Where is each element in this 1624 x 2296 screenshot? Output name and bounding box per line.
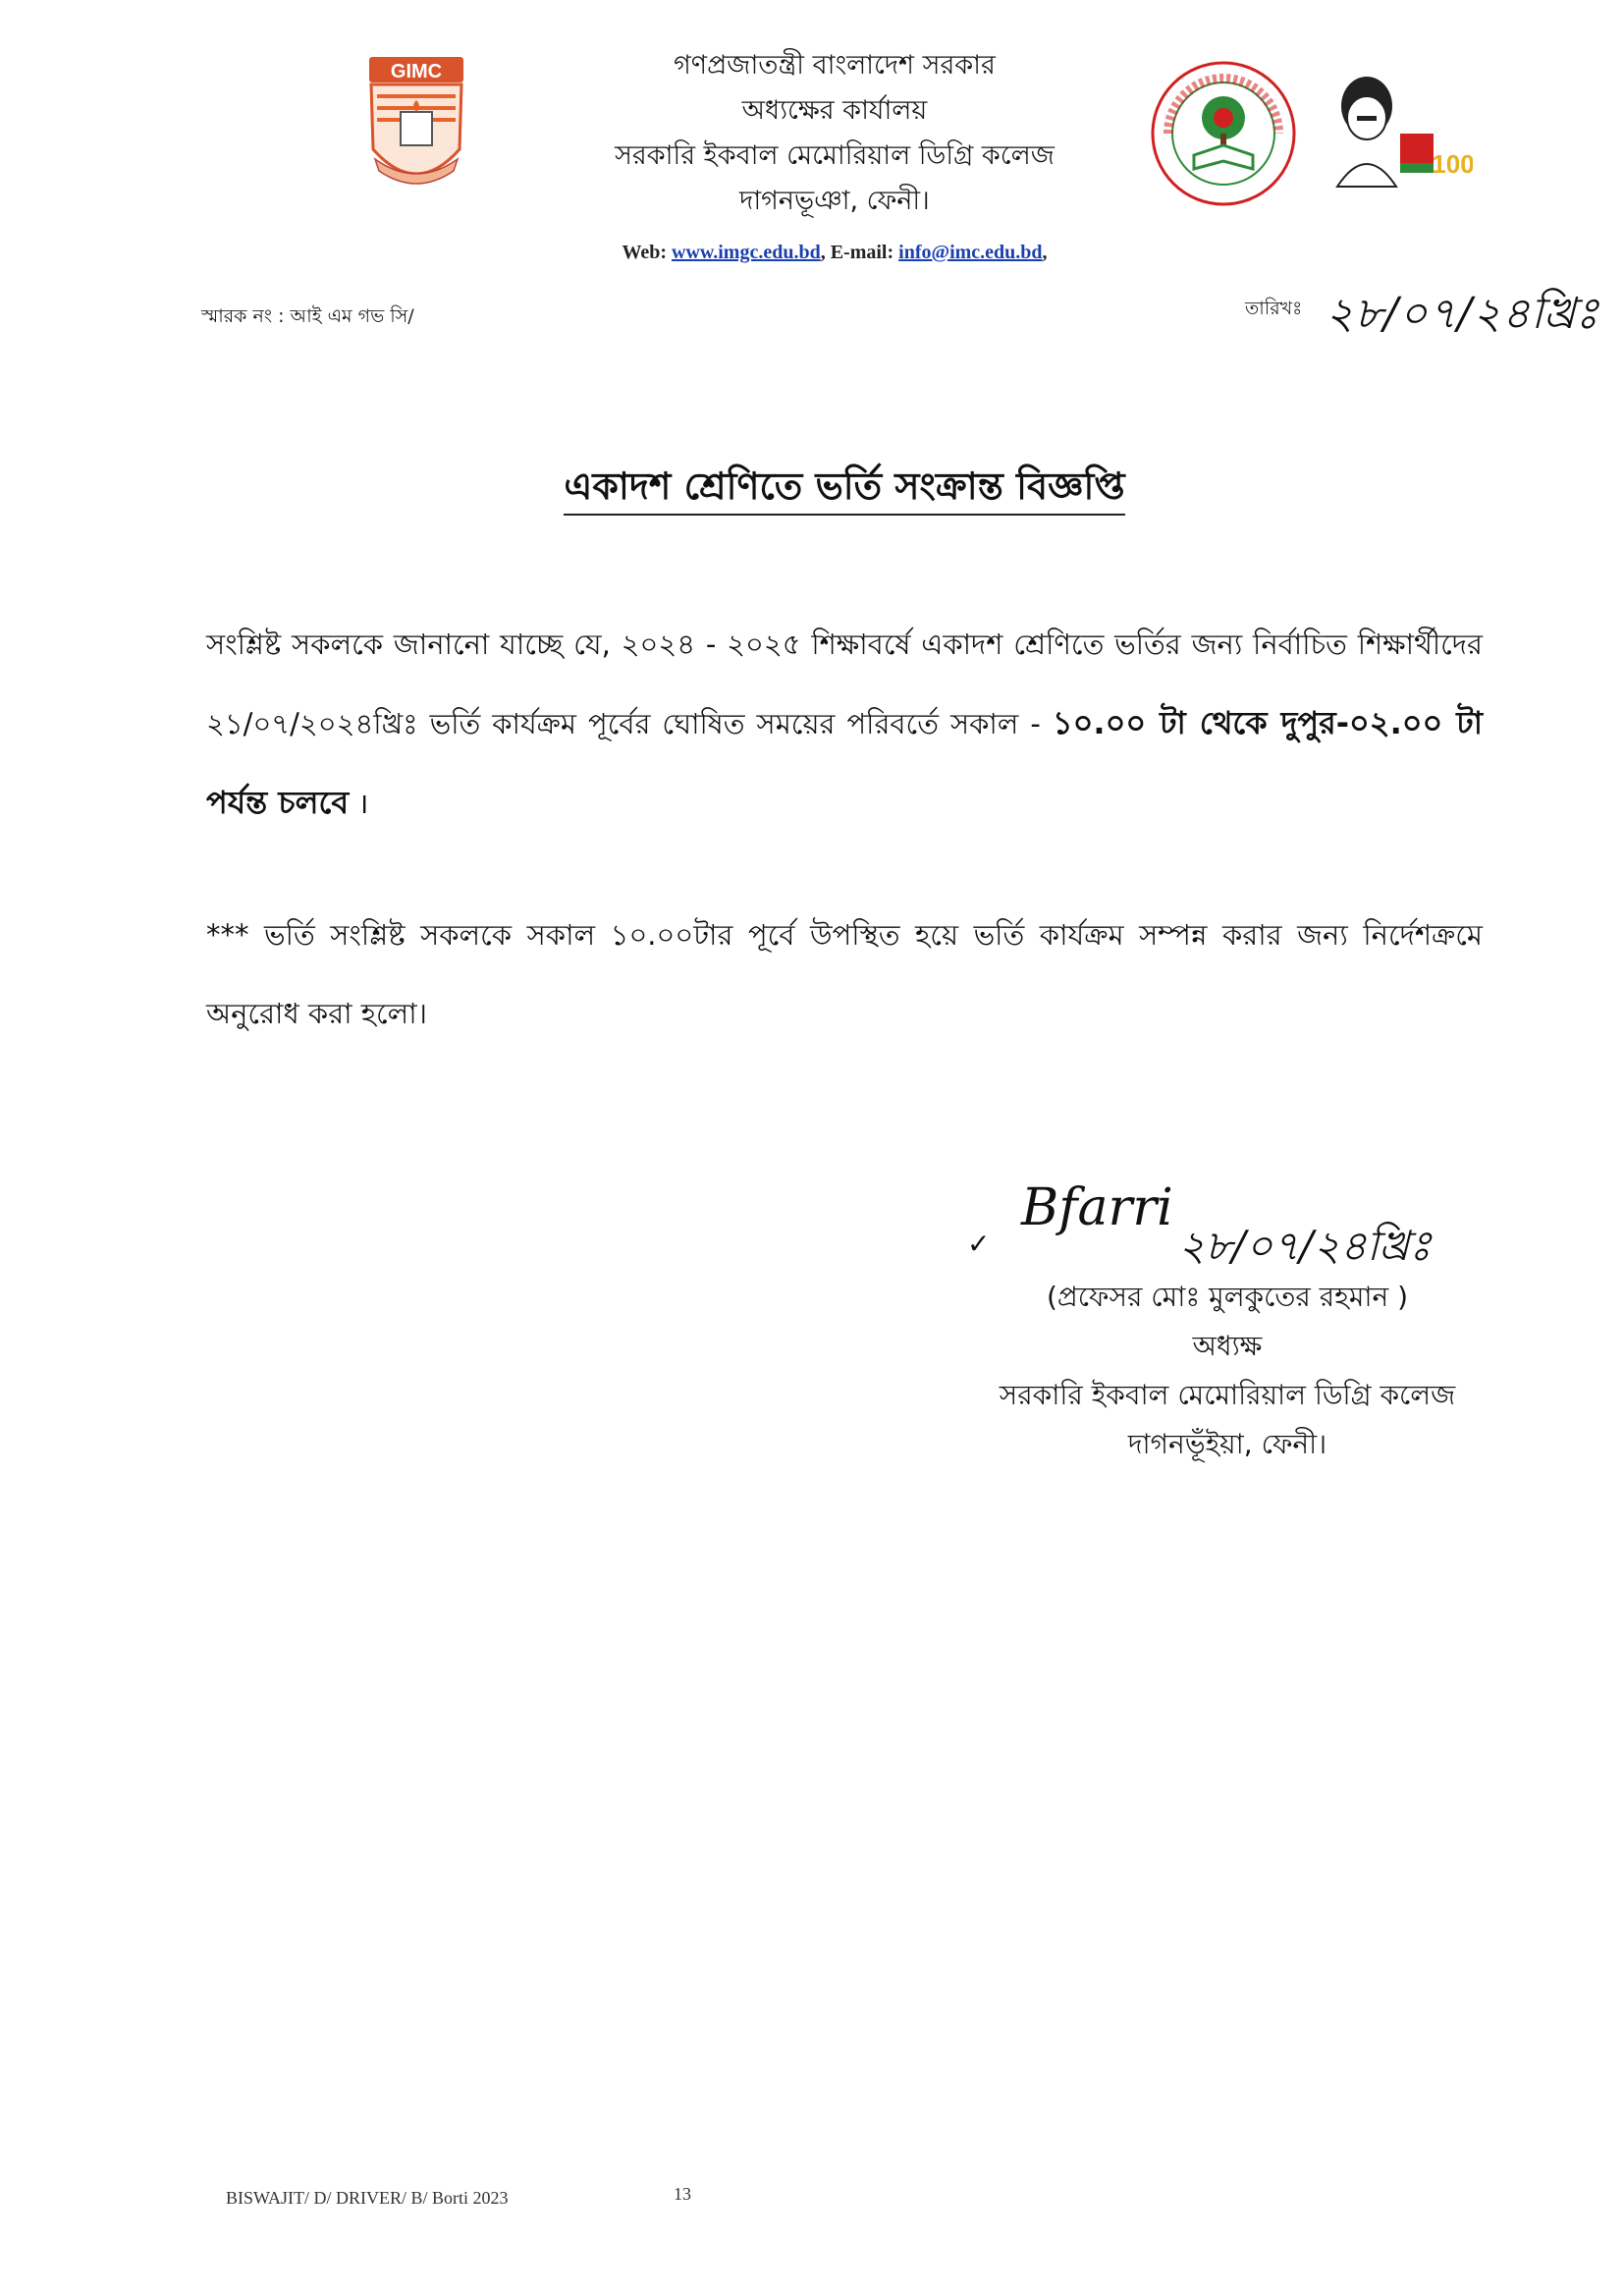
college-crest-icon xyxy=(361,51,471,198)
signature-date: ২৮/০৭/২৪খ্রিঃ xyxy=(1178,1222,1432,1270)
office-name: অধ্যক্ষের কার্যালয় xyxy=(741,95,928,126)
college-logo-text: GIMC xyxy=(390,61,443,82)
notice-paragraph-1 xyxy=(206,605,1483,843)
memo-number: স্মারক নং : আই এম গভ সি/ xyxy=(201,305,414,327)
mujib-logo-text: 100 xyxy=(1432,149,1473,179)
college-logo xyxy=(361,51,471,198)
separator: , xyxy=(820,242,831,263)
paragraph-1-end: । xyxy=(357,787,369,820)
portrait-logo-icon xyxy=(1327,71,1473,189)
seal-icon xyxy=(1149,59,1298,208)
signature-address: দাগনভূঁইয়া, ফেনী। xyxy=(1127,1428,1327,1460)
principal-name: (প্রফেসর মোঃ মুলকুতের রহমান ) xyxy=(1046,1281,1409,1313)
govt-name: গণপ্রজাতন্ত্রী বাংলাদেশ সরকার xyxy=(674,50,996,81)
principal-designation: অধ্যক্ষ xyxy=(1192,1330,1263,1362)
college-name: সরকারি ইকবাল মেমোরিয়াল ডিগ্রি কলেজ xyxy=(615,140,1055,171)
web-label: Web: xyxy=(622,242,667,263)
footer-reference: BISWAJIT/ D/ DRIVER/ B/ Borti 2023 xyxy=(226,2188,509,2208)
center-seal-logo xyxy=(1149,59,1298,208)
date-label: তারিখঃ xyxy=(1245,298,1303,319)
notice-paragraph-2: *** ভর্তি সংশ্লিষ্ট সকলকে সকাল ১০.০০টার পূর্বে উপস্থিত হয়ে ভর্তি কার্যক্রম সম্পন্ন করার জন্য নির্দেশক্রমে অনুরোধ করা হলো। xyxy=(206,918,1483,1030)
paragraph-1-time: ১০.০০ টা থেকে দুপুর-০২.০০ টা পর্যন্ত চলবে xyxy=(206,704,1483,821)
notice-title-text: একাদশ শ্রেণিতে ভর্তি সংক্রান্ত বিজ্ঞপ্তি xyxy=(564,465,1124,516)
email-label: E-mail: xyxy=(830,242,894,263)
date-handwritten: ২৮/০৭/২৪খ্রিঃ xyxy=(1326,289,1599,339)
mujib-100-logo xyxy=(1327,71,1473,189)
college-address: দাগনভূঞা, ফেনী। xyxy=(739,186,930,216)
contact-line xyxy=(412,242,1257,264)
trailing-comma: , xyxy=(1042,242,1048,263)
principal-signature: Bfarri xyxy=(1021,1178,1173,1237)
tick-mark: ✓ xyxy=(967,1228,991,1260)
website-link[interactable]: www.imgc.edu.bd xyxy=(672,242,821,263)
paragraph-1-text: সংশ্লিষ্ট সকলকে জানানো যাচ্ছে যে, ২০২৪ - ২০২৫ শিক্ষাবর্ষে একাদশ শ্রেণিতে ভর্তির জন্য নির্বাচিত শিক্ষার্থীদের ২১/০৭/২০২৪খ্রিঃ ভর্তি কার্যক্রম পূর্বের ঘোষিত সময়ের পরিবর্তে সকাল - xyxy=(206,628,1483,740)
notice-title xyxy=(471,458,1218,520)
email-link[interactable]: info@imc.edu.bd xyxy=(898,242,1043,263)
signature-institution: সরকারি ইকবাল মেমোরিয়াল ডিগ্রি কলেজ xyxy=(999,1379,1456,1411)
page-number: 13 xyxy=(674,2184,691,2204)
